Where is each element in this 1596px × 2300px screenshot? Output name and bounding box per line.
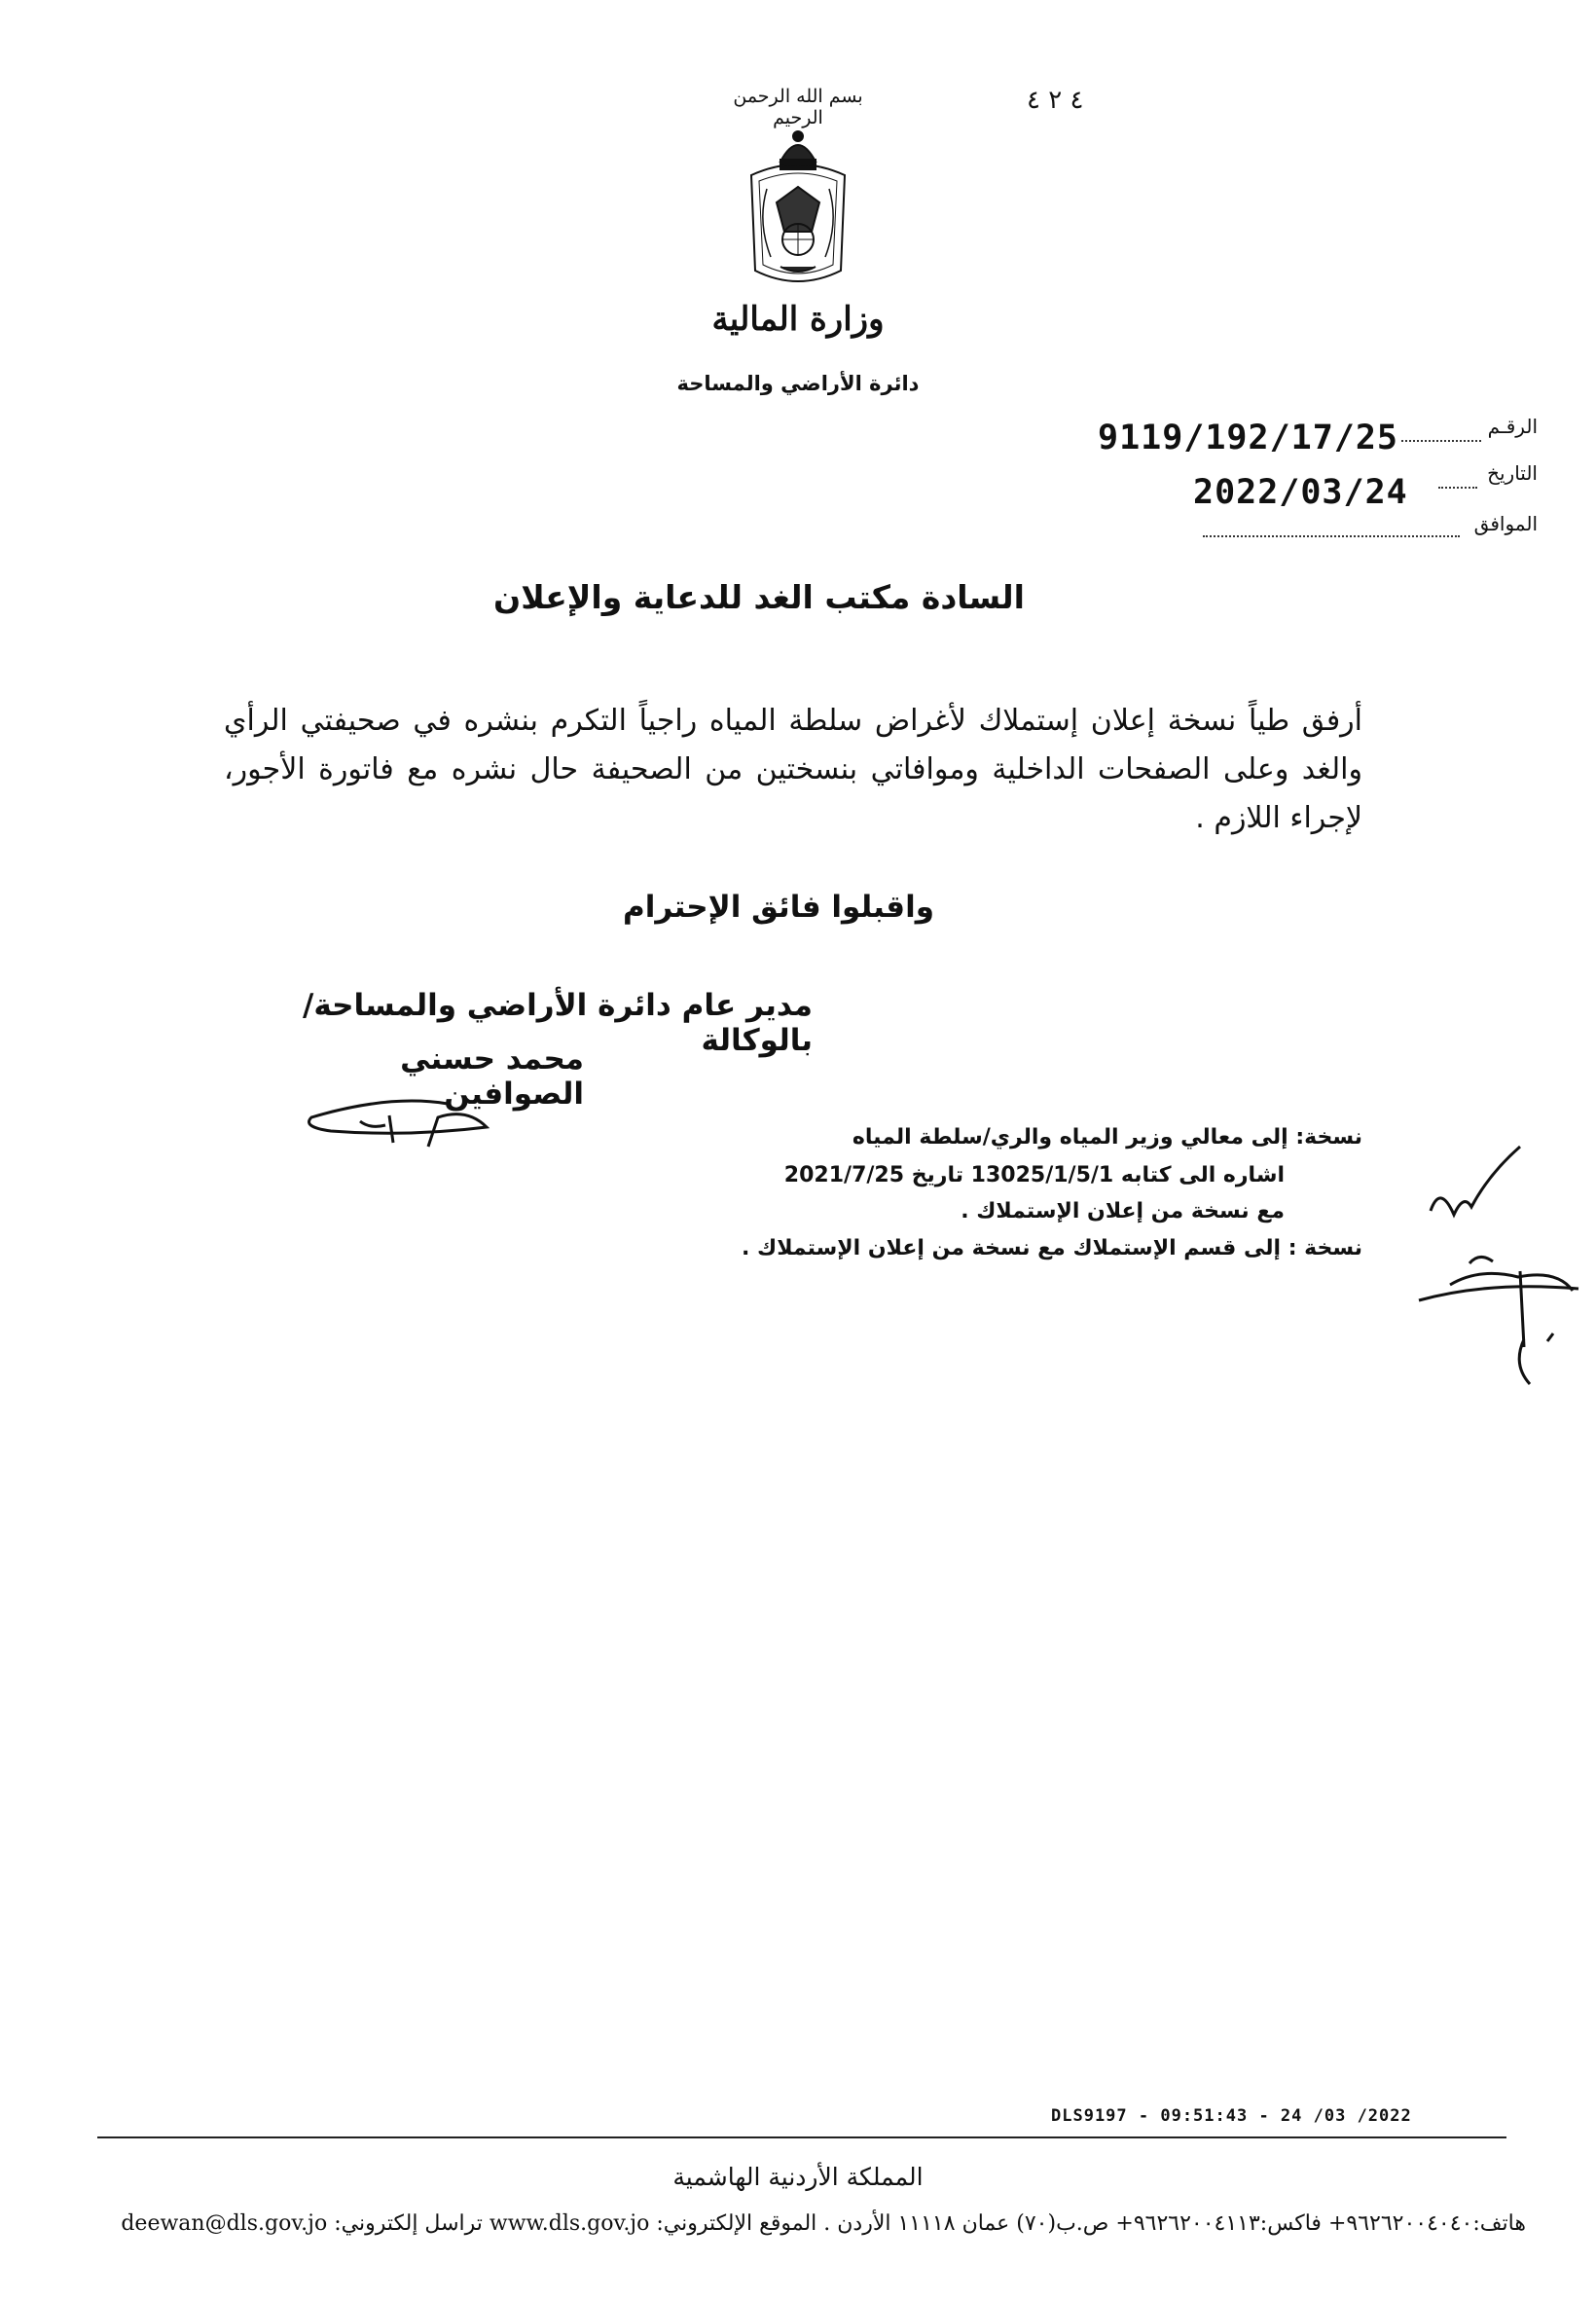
copy-line-3: مع نسخة من إعلان الإستملاك .	[961, 1199, 1285, 1223]
addressee: السادة مكتب الغد للدعاية والإعلان	[493, 578, 1025, 616]
corner-marks: ٤ ٢ ٤	[1027, 86, 1084, 115]
letter-body: أرفق طياً نسخة إعلان إستملاك لأغراض سلطة المياه راجياً التكرم بنشره في صحيفتي الرأي والغد وعلى الصفحات الداخلية وموافاتي بنسختين من الصحيفة حال نشره مع فاتورة الأجور، لإجراء اللازم .	[224, 704, 1362, 835]
signer-name: محمد حسني الصوافين	[400, 1041, 584, 1112]
date-dots	[1438, 487, 1477, 489]
coat-of-arms-emblem	[738, 125, 858, 290]
ministry-name: وزارة المالية	[711, 300, 885, 339]
footer-rule	[97, 2136, 1506, 2138]
contact-line: هاتف:٩٦٢٦٢٠٠٤٠٤٠+ فاكس:٩٦٢٦٢٠٠٤١١٣+ ص.ب(٧٠) عمان ١١١١٨ الأردن . الموقع الإلكتروني: www.dls.gov.jo تراسل إلكتروني: deewan@dls.gov.jo	[121, 2211, 1526, 2236]
hijri-label: الموافق	[1473, 512, 1538, 535]
copy-line-4: نسخة : إلى قسم الإستملاك مع نسخة من إعلان الإستملاك .	[742, 1236, 1362, 1260]
closing-line: واقبلوا فائق الإحترام	[622, 890, 934, 925]
hijri-dots	[1203, 535, 1460, 537]
kingdom-name: المملكة الأردنية الهاشمية	[672, 2163, 924, 2191]
copy-line-2: اشاره الى كتابه 13025/1/5/1 تاريخ 2021/7/25	[783, 1163, 1285, 1187]
ref-value: 9119/192/17/25	[1098, 419, 1399, 457]
ref-label: الرقـم	[1487, 415, 1538, 438]
signer-title: مدير عام دائرة الأراضي والمساحة/بالوكالة	[303, 988, 813, 1058]
margin-initials	[1411, 1135, 1586, 1388]
document-stamp: DLS9197 - 09:51:43 - 24 /03 /2022	[1051, 2106, 1412, 2126]
copy-line-1: نسخة: إلى معالي وزير المياه والري/سلطة المياه	[852, 1125, 1362, 1150]
date-value: 2022/03/24	[1193, 473, 1408, 512]
signature-mark	[292, 1088, 516, 1166]
department-name: دائرة الأراضي والمساحة	[676, 372, 920, 395]
basmala: بسم الله الرحمن الرحيم	[733, 86, 863, 128]
date-label: التاريخ	[1487, 461, 1538, 485]
ref-dots	[1401, 440, 1481, 442]
